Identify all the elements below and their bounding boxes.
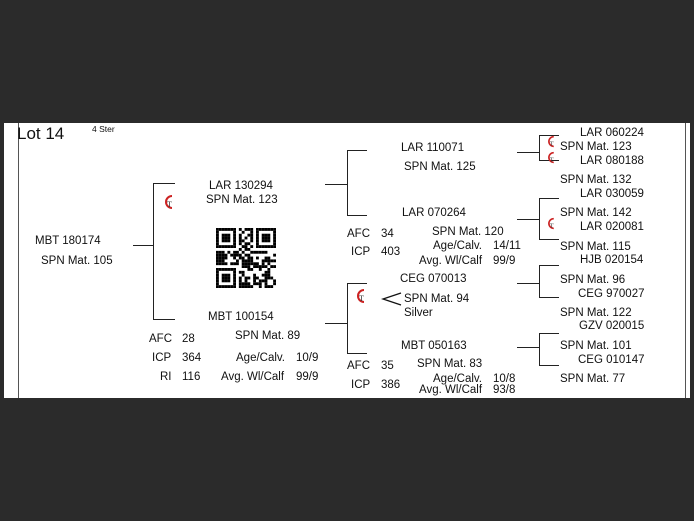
gen3-3-note: Silver — [404, 307, 433, 319]
pedigree-sheet — [0, 123, 694, 398]
dam-icp-label: ICP — [152, 352, 172, 364]
lower-age-label: Age/Calv. — [433, 373, 483, 385]
left-margin-bar — [0, 123, 4, 398]
gen2-lower-id: MBT 100154 — [208, 311, 274, 323]
gen4-4-mat: SPN Mat. 115 — [560, 241, 631, 253]
gen4-2-mat: SPN Mat. 132 — [560, 174, 632, 186]
gen4-2-id: LAR 080188 — [580, 155, 644, 167]
connector — [347, 353, 367, 354]
gt-logo-icon — [544, 150, 557, 165]
connector — [347, 215, 367, 216]
lot-subtitle: 4 Ster — [92, 124, 115, 134]
gen4-1-id: LAR 060224 — [580, 127, 644, 139]
lower-afc-label: AFC — [347, 360, 370, 372]
qr-code-icon — [216, 228, 276, 288]
connector — [517, 283, 540, 284]
lower-icp-label: ICP — [351, 379, 371, 391]
gen4-7-id: GZV 020015 — [579, 320, 645, 332]
gen3-3-id: CEG 070013 — [400, 273, 467, 285]
dam-age-label: Age/Calv. — [236, 352, 286, 364]
dam-age-value: 10/9 — [296, 352, 319, 364]
connector — [539, 198, 540, 240]
connector — [325, 323, 348, 324]
svg-text:T: T — [549, 140, 554, 148]
lower-afc-value: 35 — [381, 360, 394, 372]
gen3-2-mat: SPN Mat. 120 — [432, 226, 504, 238]
chevron-left-icon — [381, 291, 403, 307]
gen4-1-mat: SPN Mat. 123 — [560, 141, 632, 153]
right-border — [685, 123, 686, 398]
gt-logo-icon — [352, 287, 368, 305]
connector — [325, 184, 348, 185]
connector — [517, 219, 540, 220]
connector — [517, 152, 540, 153]
svg-text:T: T — [549, 222, 554, 230]
gen3-4-mat: SPN Mat. 83 — [417, 358, 483, 370]
gen4-6-mat: SPN Mat. 122 — [560, 307, 632, 319]
sire-mat: SPN Mat. 105 — [41, 255, 113, 267]
svg-text:T: T — [167, 200, 172, 209]
connector — [347, 150, 348, 216]
upper-age-value: 14/11 — [493, 240, 521, 252]
dam-ri-value: 116 — [182, 371, 201, 383]
dam-ri-label: RI — [160, 371, 172, 383]
lower-weight-label: Avg. Wl/Calf — [419, 384, 483, 396]
connector — [153, 183, 175, 184]
gen3-2-id: LAR 070264 — [402, 207, 466, 219]
svg-text:T: T — [359, 294, 364, 303]
connector — [539, 365, 559, 366]
dam-afc-label: AFC — [149, 333, 172, 345]
connector — [539, 333, 540, 366]
lower-icp-value: 386 — [381, 379, 401, 391]
gen4-8-mat: SPN Mat. 77 — [560, 373, 626, 385]
connector — [517, 347, 540, 348]
connector — [539, 135, 540, 161]
connector — [539, 239, 559, 240]
connector — [347, 283, 367, 284]
upper-icp-value: 403 — [381, 246, 401, 258]
right-margin-bar — [690, 123, 694, 398]
gen3-1-id: LAR 110071 — [401, 142, 465, 154]
gen4-3-mat: SPN Mat. 142 — [560, 207, 632, 219]
gen4-4-id: LAR 020081 — [580, 221, 644, 233]
gen4-5-mat: SPN Mat. 96 — [560, 274, 626, 286]
gen4-7-mat: SPN Mat. 101 — [560, 340, 632, 352]
gen2-upper-mat: SPN Mat. 123 — [206, 194, 278, 206]
upper-icp-label: ICP — [351, 246, 371, 258]
connector — [133, 245, 154, 246]
connector — [539, 333, 559, 334]
connector — [347, 150, 367, 151]
lower-weight-value: 93/8 — [493, 384, 516, 396]
lower-age-value: 10/8 — [493, 373, 516, 385]
gen2-lower-mat: SPN Mat. 89 — [235, 330, 301, 342]
gen3-3-mat: SPN Mat. 94 — [404, 293, 470, 305]
dam-weight-label: Avg. Wl/Calf — [221, 371, 285, 383]
left-border — [18, 123, 19, 398]
sire-id: MBT 180174 — [35, 235, 101, 247]
connector — [539, 265, 540, 298]
upper-afc-value: 34 — [381, 228, 394, 240]
gen4-3-id: LAR 030059 — [580, 188, 644, 200]
gen4-6-id: CEG 970027 — [578, 288, 645, 300]
gt-logo-icon — [544, 134, 557, 149]
gen4-5-id: HJB 020154 — [580, 254, 644, 266]
svg-text:T: T — [549, 156, 554, 164]
lot-title: Lot 14 — [17, 124, 65, 143]
gen3-1-mat: SPN Mat. 125 — [404, 161, 476, 173]
gen2-upper-id: LAR 130294 — [209, 180, 273, 192]
connector — [153, 183, 154, 320]
dam-icp-value: 364 — [182, 352, 202, 364]
upper-weight-label: Avg. Wl/Calf — [419, 255, 483, 267]
dam-afc-value: 28 — [182, 333, 195, 345]
connector — [153, 319, 175, 320]
upper-age-label: Age/Calv. — [433, 240, 483, 252]
dam-weight-value: 99/9 — [296, 371, 319, 383]
gt-logo-icon — [544, 216, 557, 231]
gt-logo-icon — [160, 193, 176, 211]
connector — [539, 265, 559, 266]
upper-afc-label: AFC — [347, 228, 370, 240]
gen4-8-id: CEG 010147 — [578, 354, 645, 366]
connector — [347, 283, 348, 354]
gen3-4-id: MBT 050163 — [401, 340, 467, 352]
connector — [539, 198, 559, 199]
connector — [539, 297, 559, 298]
upper-weight-value: 99/9 — [493, 255, 516, 267]
